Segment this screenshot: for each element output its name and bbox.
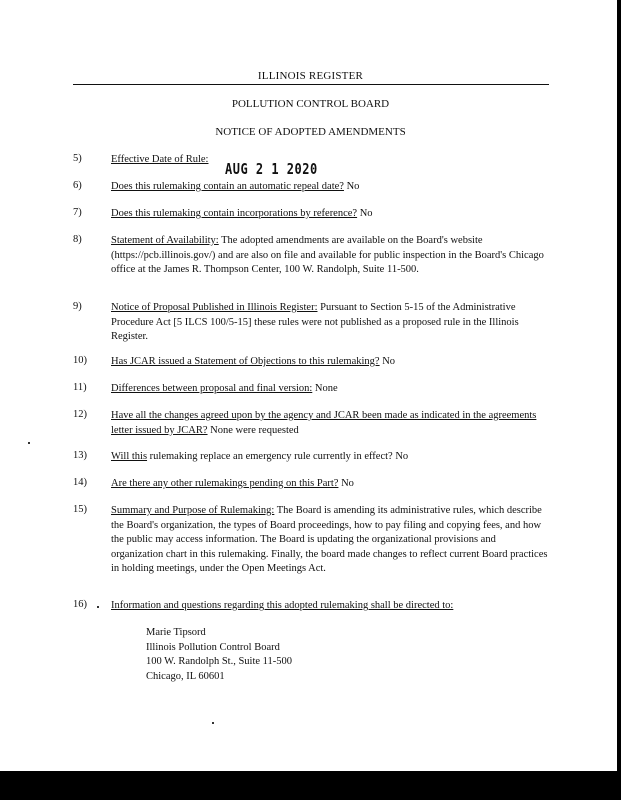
item-number: 10) [73, 355, 87, 366]
scan-speck [97, 606, 99, 608]
item-body [111, 180, 549, 195]
item-body [111, 599, 549, 614]
item-text: No [379, 356, 396, 367]
item-label: Are there any other rulemakings pending on this Part? [111, 478, 339, 489]
item-label: Has JCAR issued a Statement of Objections to this rulemaking? [111, 356, 380, 367]
item-label: Information and questions regarding this adopted rulemaking shall be directed to: [111, 600, 454, 611]
item-text: No [343, 181, 360, 192]
item-body [111, 301, 549, 345]
item-number: 9) [73, 301, 82, 312]
item-label: Notice of Proposal Published in Illinois Register: [111, 302, 318, 313]
item-body [111, 409, 549, 438]
contact-address: 100 W. Randolph St., Suite 11-500 [146, 656, 293, 668]
item-body [111, 234, 549, 278]
contact-city: Chicago, IL 60601 [146, 670, 225, 682]
item-text: None [312, 383, 338, 394]
item-body [111, 207, 549, 222]
contact-name: Marie Tipsord [146, 627, 206, 638]
item-label: Have all the changes agreed upon by the agency and JCAR been made as indicated in the agreements letter issued by JCAR? [111, 410, 537, 436]
item-body [111, 153, 549, 168]
register-title: ILLINOIS REGISTER [257, 70, 364, 82]
item-label: Statement of Availability: [111, 235, 219, 246]
item-number: 7) [73, 207, 82, 218]
item-body [111, 504, 549, 577]
item-number: 12) [73, 409, 87, 420]
item-label: Does this rulemaking contain incorporations by reference? [111, 208, 358, 219]
item-text: No [357, 208, 373, 219]
item-text: No [338, 478, 354, 489]
item-body [111, 477, 549, 492]
notice-title: NOTICE OF ADOPTED AMENDMENTS [215, 126, 406, 138]
item-label: Differences between proposal and final version: [111, 383, 313, 394]
scan-speck [212, 722, 214, 724]
board-title: POLLUTION CONTROL BOARD [231, 98, 390, 110]
header-divider [73, 84, 549, 85]
contact-organization: Illinois Pollution Control Board [146, 641, 280, 653]
item-number: 8) [73, 234, 82, 245]
scan-edge [617, 0, 621, 771]
item-text: None were requested [207, 424, 299, 436]
item-label: Summary and Purpose of Rulemaking: [111, 505, 275, 516]
scan-bottom-bar [0, 771, 621, 800]
item-number: 6) [73, 180, 82, 191]
item-body [111, 382, 549, 397]
item-number: 14) [73, 477, 87, 488]
item-number: 15) [73, 504, 87, 515]
item-text: rulemaking replace an emergency rule currently in effect? No [147, 451, 409, 462]
item-text: Pursuant to Section 5-15 of the Administrative Procedure Act [5 ILCS 100/5-15] these rules were not published as a proposed rule in the Illinois Register. [111, 302, 519, 343]
date-stamp: AUG 2 1 2020 [225, 160, 318, 178]
item-number: 5) [73, 153, 82, 164]
item-label: Does this rulemaking contain an automatic repeal date? [111, 181, 344, 192]
item-number: 13) [73, 450, 87, 461]
item-label: Will this [111, 451, 148, 462]
item-number: 11) [73, 382, 87, 393]
scan-speck [28, 442, 30, 444]
item-text: The Board is amending its administrative rules, which describe the Board's organization, the types of Board proceedings, how to pay filing and copying fees, and how the public may access information. The Board is updating the organizational provisions and organization chart in this rulemaking. Finally, the board made changes to reflect current Board practices in holding meetings, under the Open Meetings Act. [111, 505, 548, 575]
item-body [111, 355, 549, 370]
item-label: Effective Date of Rule: [111, 154, 209, 165]
item-body [111, 450, 549, 465]
item-text: The adopted amendments are available on the Board's website (https://pcb.illinois.gov/) and are also on file and available for public inspection in the Board's Chicago office at the James R. Thompson Center, 100 W. Randolph, Suite 11-500. [111, 235, 544, 276]
item-number: 16) [73, 599, 87, 610]
contact-block [146, 626, 292, 684]
